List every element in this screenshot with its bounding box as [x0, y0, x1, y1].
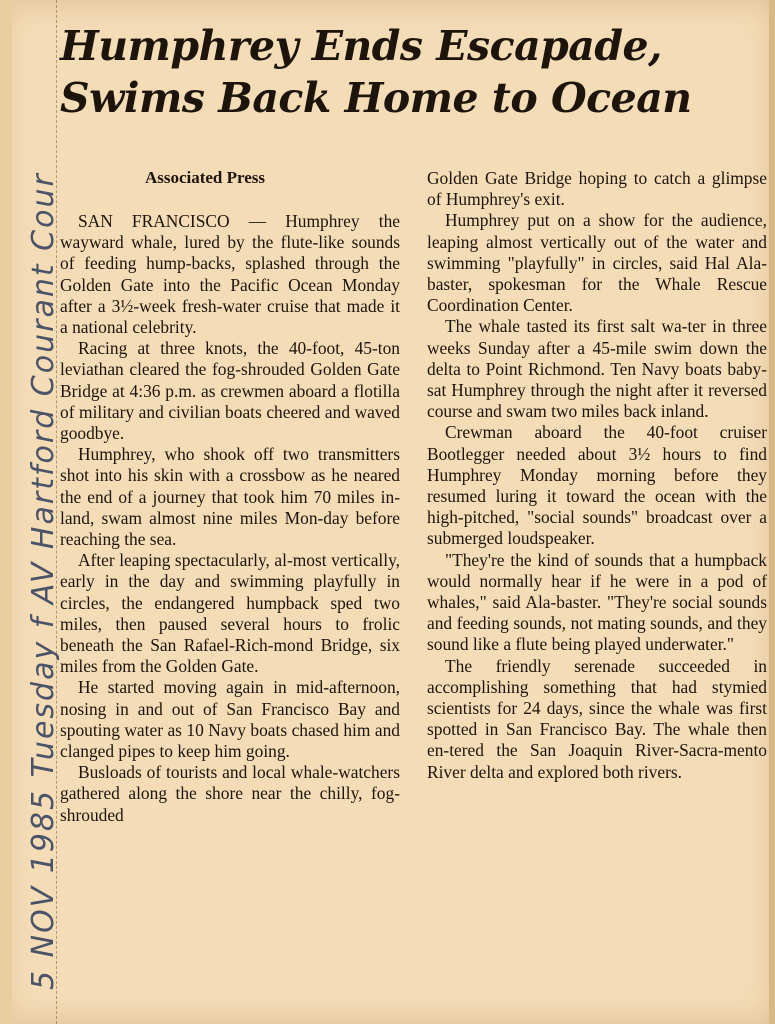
paragraph: Humphrey, who shook off two transmitters shot into his skin with a crossbow as he neared the end of a journey that took him 70 miles in-land, swam almost nine miles Mon-day before reaching the sea. — [60, 444, 400, 550]
clipping-left-edge — [0, 0, 12, 1024]
fold-line — [56, 0, 57, 1024]
byline: Associated Press — [144, 168, 266, 187]
headline-line-1: Humphrey Ends Escapade, — [60, 22, 662, 70]
handwritten-note-text: 5 NOV 1985 Tuesday f AV Hartford Courant Cour — [26, 172, 61, 990]
article-column-2 — [427, 168, 767, 783]
paragraph: After leaping spectacularly, al-most vertically, early in the day and swimming playfully in circles, the endangered humpback sped two miles, then paused several hours to frolic beneath the San Rafael-Rich-mond Bridge, six miles from the Golden Gate. — [60, 550, 400, 677]
paragraph: Racing at three knots, the 40-foot, 45-ton leviathan cleared the fog-shrouded Golden Gate Bridge at 4:36 p.m. as crewmen aboard a flotilla of military and civilian boats cheered and waved goodbye. — [60, 338, 400, 444]
paragraph: The friendly serenade succeeded in accomplishing something that had stymied scientists for 24 days, since the whale was first spotted in San Francisco Bay. The whale then en-tered the San Joaquin River-Sacra-mento River delta and explored both rivers. — [427, 655, 767, 782]
paragraph: The whale tasted its first salt wa-ter in three weeks Sunday after a 45-mile swim down the delta to Point Richmond. Ten Navy boats baby-sat Humphrey through the night after it reversed course and swam two miles back inland. — [427, 316, 767, 422]
paragraph: Humphrey put on a show for the audience, leaping almost vertically out of the water and swimming "playfully" in circles, said Hal Ala-baster, spokesman for the Whale Rescue Coordination Center. — [427, 210, 767, 316]
paragraph: Golden Gate Bridge hoping to catch a glimpse of Humphrey's exit. — [427, 168, 767, 210]
paragraph: Busloads of tourists and local whale-watchers gathered along the shore near the chilly, fog-shrouded — [60, 762, 400, 825]
paragraph: SAN FRANCISCO — Humphrey the wayward whale, lured by the flute-like sounds of feeding hump-backs, splashed through the Golden Gate into the Pacific Ocean Monday after a 3½-week fresh-water cruise that made it a national celebrity. — [60, 211, 400, 338]
paragraph: He started moving again in mid-afternoon, nosing in and out of San Francisco Bay and spouting water as 10 Navy boats chased him and clanged pipes to keep him going. — [60, 677, 400, 762]
headline — [60, 20, 765, 124]
paragraph: Crewman aboard the 40-foot cruiser Bootlegger needed about 3½ hours to find Humphrey Monday morning before they resumed luring it toward the ocean with the high-pitched, "social sounds" broadcast over a submerged loudspeaker. — [427, 422, 767, 549]
article-column-1 — [60, 211, 400, 826]
headline-line-2: Swims Back Home to Ocean — [60, 74, 692, 122]
paragraph: "They're the kind of sounds that a humpback would normally hear if he were in a pod of whales," said Ala-baster. "They're social sounds and feeding sounds, not mating sounds, and they sound like a flute being played underwater." — [427, 549, 767, 655]
clipping-right-edge — [769, 0, 775, 1024]
